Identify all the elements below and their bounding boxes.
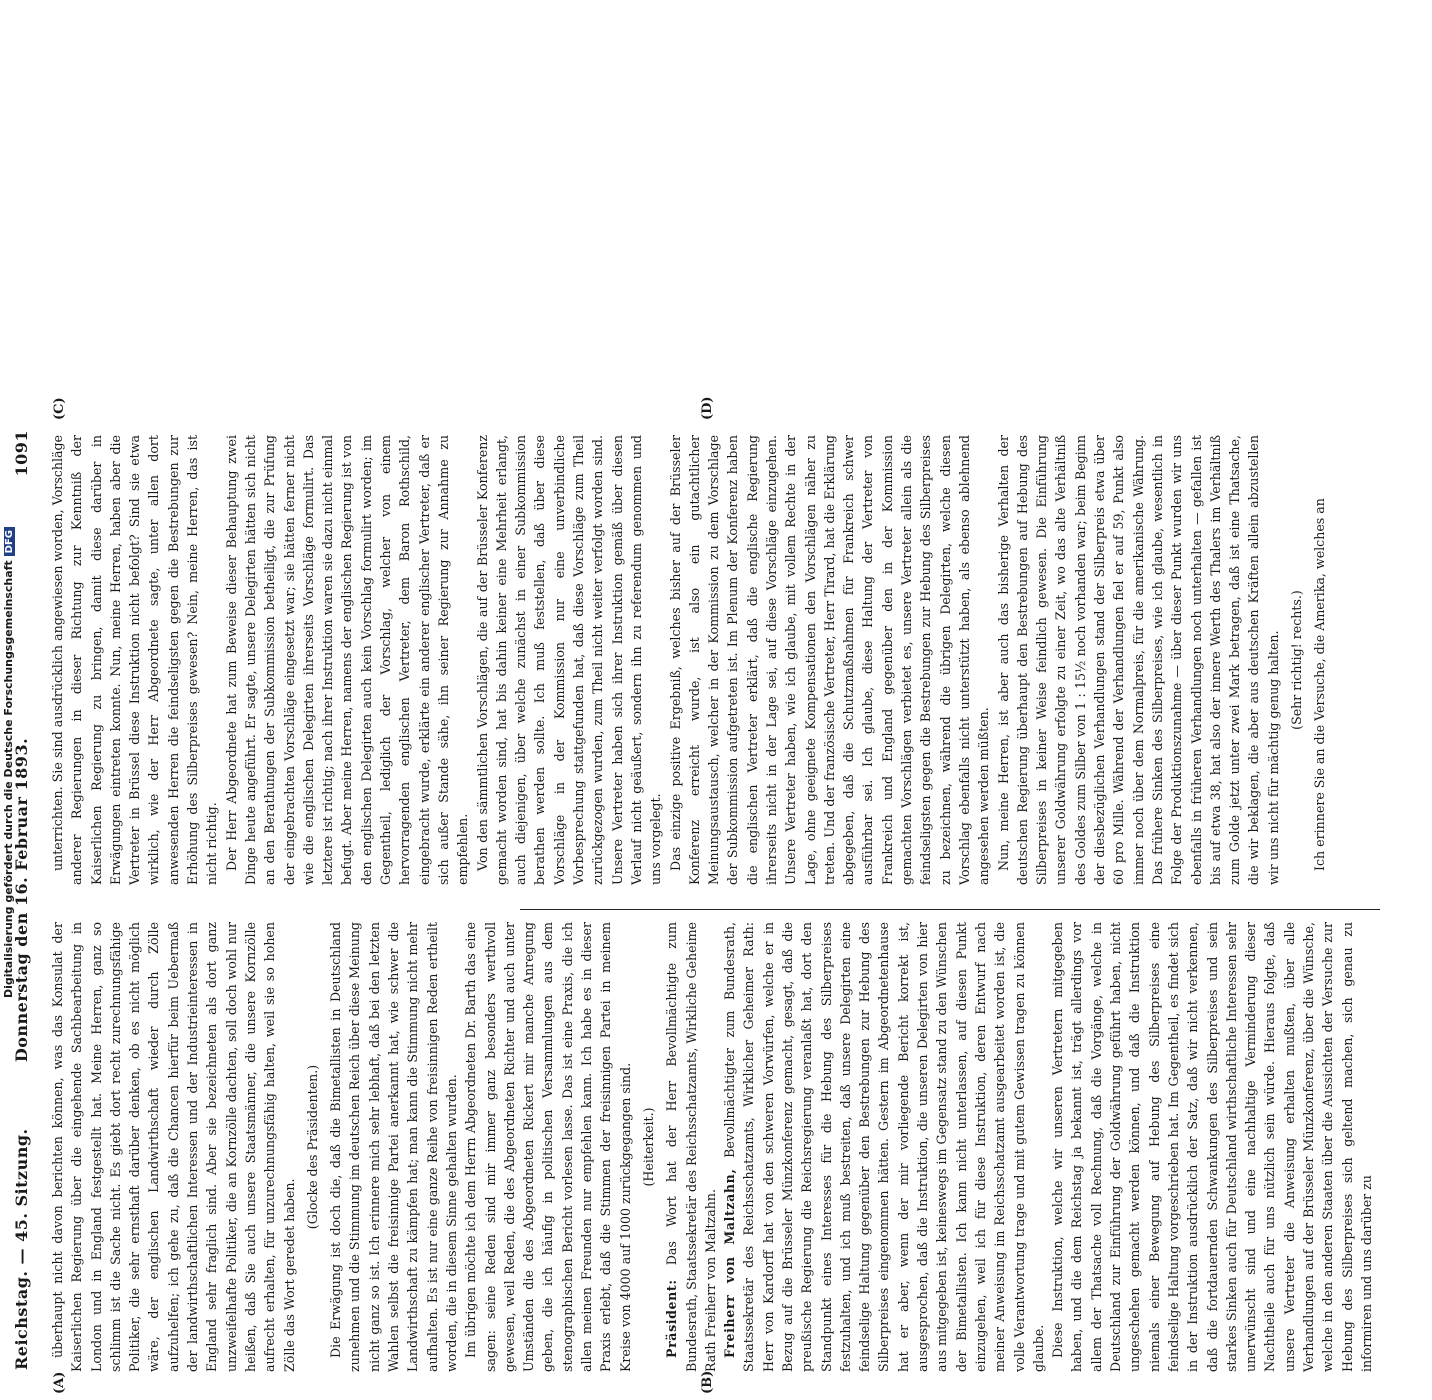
digitization-sidebar — [0, 529, 18, 1000]
paragraph: Das einzige positive Ergebniß, welches bisher auf der Brüsseler Konferenz erreicht wurde, ist also ein gutachtlicher Meinungsaustausch, welcher in der Kommission zu dem Vorschlage der Subkommission aufgetreten ist. Im Plenum der Konferenz haben die englischen Vertreter erklärt, daß die englische Regierung ihrerseits nicht in der Lage sei, auf diese Vorschläge einzugehen. Unsere Vertreter haben, wie ich glaube, mit vollem Rechte in der Lage, ohne geeignete Kompensationen den Vorschlägen näher zu treten. Und der französische Vertreter, Herr Tirard, hat die Erklärung abgegeben, daß die Schutzmaßnahmen für Frankreich schwer ausführbar sei. Ich glaube, diese Haltung der Vertreter von Frankreich und England gegenüber den in der Kommission gemachten Vorschlägen verbietet es, unsere Vertreter allein als die feindseligsten gegen die Bestrebungen zur Hebung des Silberpreises zu bezeichnen, während die übrigen Delegirten, welche diesen Vorschlag ebenfalls nicht unterstützt haben, als ebenso ablehnend angesehen werden müßten. — [667, 435, 992, 885]
paragraph-text: Bevollmächtigter zum Bundesrath, Staatssekretär des Reichsschatzamts, Wirklicher Geheimer Rath: Herr von Kardorff hat von den schweren Vorwürfen, welche er in Bezug auf die Brüsseler Münzkonferenz gemacht, gesagt, daß die preußische Regierung die Reichsregierung veranlaßt hat, dort den Standpunkt eines Interesses für die Hebung des Silberpreises festzuhalten, und ich muß bestreiten, daß unsere Delegirten eine feindselige Haltung gegenüber den Bestrebungen zur Hebung des Silberpreises eingenommen hätten. Gestern im Abgeordnetenhause hat er aber, wenn der mir vorliegende Bericht korrekt ist, ausgesprochen, daß die Instruktion, die unseren Delegirten von hier aus mitgegeben ist, keineswegs im Gegensatz stand zu den Wünschen der Bimetallisten. Ich kann nicht unterlassen, auf diesen Punkt einzugehen, weil ich für diese Instruktion, deren Entwurf nach meiner Anweisung im Reichsschatzamt ausgearbeitet worden ist, die volle Verantwortung trage und mit gutem Gewissen tragen zu können glaube. — [722, 922, 1046, 1372]
paragraph: überhaupt nicht davon berichten können, was das Konsulat der Kaiserlichen Regierung über die eingehende Sachbearbeitung in London und in England festgestellt hat. Meine Herren, ganz so schlimm ist die Sache nicht. Es giebt dort recht zurechnungsfähige Politiker, die sehr ernsthaft darüber denken, ob es nicht möglich wäre, der englischen Landwirthschaft wieder durch Zölle aufzuhelfen; ich gehe zu, daß die Chancen hierfür beim Uebermaß der landwirthschaftlichen Interessen und der Industrieinteressen in England sehr fraglich sind. Aber sie bezeichneten als dort ganz unzweifelhafte Politiker, die an Kornzölle dachten, soll doch wohl nur heißen, daß Sie auch unsere Staatsmänner, die unsere Kornzölle aufrecht erhalten, für unzurechnungsfähig halten, weil sie so hohen Zölle das Wort geredet haben. — [50, 922, 297, 1372]
paragraph — [720, 922, 1048, 1372]
paragraph: Ich erinnere Sie an die Versuche, die Amerika, welches an — [1312, 498, 1328, 871]
interjection: (Glocke des Präsidenten.) — [304, 1064, 320, 1230]
paragraph — [662, 922, 720, 1372]
interjection: (Heiterkeit.) — [640, 1107, 656, 1187]
paragraph: unterrichten. Sie sind ausdrücklich angewiesen worden, Vorschläge anderer Regierungen in dieser Richtung zur Kenntniß der Kaiserlichen Regierung zu bringen, damit diese darüber in Erwägungen eintreten konnte. Nun, meine Herren, haben aber die Vertreter in Brüssel diese Instruktion nicht befolgt? Sind sie etwa wirklich, wie der Herr Abgeordnete sagte, unter allen dort anwesenden Herren die feindseligsten gegen die Bestrebungen zur Erhöhung des Silberpreises gewesen? Nein, meine Herren, das ist nicht richtig. — [50, 435, 220, 885]
paragraph: Von den sämmtlichen Vorschlägen, die auf der Brüsseler Konferenz gemacht worden sind, hat bis dahin keiner eine Mehrheit erlangt, auch diejenigen, über welche zunächst in einer Subkommission berathen werden sollte. Ich muß feststellen, daß über diese Vorschläge in der Kommission nur eine unverbindliche Vorbesprechung stattgefunden hat, daß diese Vorschläge zum Theil zurückgezogen wurden, zum Theil nicht weiter verfolgt worden sind. Unsere Vertreter haben sich ihrer Instruktion gemäß über diesen Verlauf nicht geäußert, sondern ihn zu referendum genommen und uns vorgelegt. — [474, 435, 664, 885]
paragraph: Nun, meine Herren, ist aber auch das bisherige Verhalten der deutschen Regierung überhaupt den Bestrebungen auf Hebung des Silberpreises in keiner Weise feindlich gewesen. Die Einführung unserer Goldwährung erfolgte zu einer Zeit, wo das alte Verhältniß des Goldes zum Silber von 1 : 15½ noch vorhanden war; beim Beginn der diesbezüglichen Verhandlungen stand der Silberpreis etwa über 60 pro Mille. Während der Verhandlungen fiel er auf 59, Punkt also immer noch über dem Normalpreis, für die amerikanische Währung. Das frühere Sinken des Silberpreises, wie ich glaube, wesentlich in Folge der Produktionszunahme — über dieser Punkt wurden wir uns ebenfalls in früheren Verhandlungen noch unterhalten — gefallen ist bis auf etwa 38, hat also der innere Werth des Thalers im Verhältniß zum Golde jetzt unter zwei Mark betragen, daß ist eine Thatsache, die wir beklagen, die aber aus deutschen Kräften allein abzustellen wir uns nicht für mächtig genug halten. — [995, 435, 1281, 885]
margin-letter-c: (C) — [52, 397, 67, 420]
margin-letter-d: (D) — [700, 396, 715, 420]
paragraph: Die Erwägung ist doch die, daß die Bimetallisten in Deutschland zunehmen und die Stimmung im deutschen Reich über diese Meinung nicht ganz so ist. Ich erinnere mich sehr lebhaft, daß bei den letzten Wahlen selbst die freisinnige Partei anerkannt hat, wie schwer die Landwirthschaft zu kämpfen hat; man kann die Stimmung nicht mehr aufhalten. Es ist nur eine ganze Reihe von freisinnigen Reden ertheilt worden, die in diesem Sinne gehalten wurden. — [328, 922, 459, 1372]
right-column — [48, 435, 1368, 885]
margin-letter-a: (A) — [52, 1371, 67, 1394]
margin-letter-b: (B) — [700, 1370, 715, 1394]
page-number: 1091 — [12, 430, 31, 477]
paragraph: Der Herr Abgeordnete hat zum Beweise dieser Behauptung zwei Dinge heute angeführt. Er sagte, unsere Delegirten hätten sich nicht an den Berathungen der Subkommission betheiligt, die zur Prüfung der eingebrachten Vorschläge eingesetzt war; sie hätten ferner nicht wie die englischen Delegirten ihrerseits Vorschläge formulirt. Das letztere ist richtig; nach ihrer Instruktion waren sie dazu nicht einmal befugt. Aber meine Herren, namens der englischen Regierung ist von den englischen Delegirten auch kein Vorschlag formulirt worden; im Gegentheil, lediglich der Vorschlag, welcher von einem hervorragenden englischen Vertreter, dem Baron Rothschild, eingebracht wurde, erklärte ein anderer englischer Vertreter, daß er sich außer Stande sähe, ihn seiner Regierung zur Annahme zu empfehlen. — [223, 435, 471, 885]
paragraph-text: Das Wort hat der Herr Bevollmächtigte zum Bundesrath, Staatssekretär des Reichsschatzamts, Wirkliche Geheime Rath Freiherr von Maltzahn. — [664, 922, 718, 1372]
sidebar-caption: Digitalisierung gefördert durch die Deutsche Forschungsgemeinschaft — [2, 560, 15, 998]
speaker-name: Freiherr von Maltzahn, — [722, 1168, 738, 1358]
paragraph: Im übrigen möchte ich dem Herrn Abgeordneten Dr. Barth das eine sagen: seine Reden sind mir immer ganz besonders werthvoll gewesen, weil Reden, die des Abgeordneten Richter und auch unter Umständen die des Abgeordneten Rickert mir manche Anregung geben, die ich häufig in politischen Versammlungen aus dem stenographischen Bericht vorlesen lasse. Das ist eine Praxis, die ich allen meinen Freunden nur empfehlen kann. Ich habe es in dieser Praxis erlebt, daß die Stimmen der freisinnigen Partei in meinem Kreise von 4000 auf 1000 zurückgegangen sind. — [463, 922, 633, 1372]
left-column — [48, 922, 1374, 1372]
interjection: (Sehr richtig! rechts.) — [1289, 590, 1304, 730]
rotated-page — [0, 396, 1400, 1400]
speaker-name: Präsident: — [664, 1279, 680, 1358]
paragraph: Diese Instruktion, welche wir unseren Vertretern mitgegeben haben, und die dem Reichstag ja bekannt ist, trägt allerdings vor allem der Thatsache voll Rechnung, daß die Vorgänge, welche in Deutschland zur Einführung der Goldwährung geführt haben, nicht ungeschehen gemacht werden können, und daß die Instruktion niemals einer Bewegung auf Hebung des Silberpreises eine feindselige Haltung vorgeschrieben hat. Im Gegentheil, es findet sich in der Instruktion ausdrücklich der Satz, daß wir nicht verkennen, daß die fortdauernden Schwankungen des Silberpreises und sein starkes Sinken auch für Deutschland wirthschaftliche Interessen sehr unerwünscht sind und eine nachhaltige Verminderung dieser Nachtheile auch für uns nützlich sein würde. Hieraus folgte, daß unsere Vertreter die Anweisung erhalten mußten, über alle Verhandlungen auf der Brüsseler Münzkonferenz, über die Wünsche, welche in den anderen Staaten über die Aussichten der Versuche zur Hebung des Silberpreises sich geltend machen, sich genau zu informiren und uns darüber zu — [1050, 922, 1374, 1372]
dfg-logo: DFG — [4, 527, 15, 556]
header-center: Donnerstag den 16. Februar 1893. — [12, 737, 31, 1063]
column-divider — [520, 909, 1380, 910]
sidebar-text — [2, 529, 18, 998]
header-left: Reichstag. — 45. Sitzung. — [12, 1128, 31, 1370]
